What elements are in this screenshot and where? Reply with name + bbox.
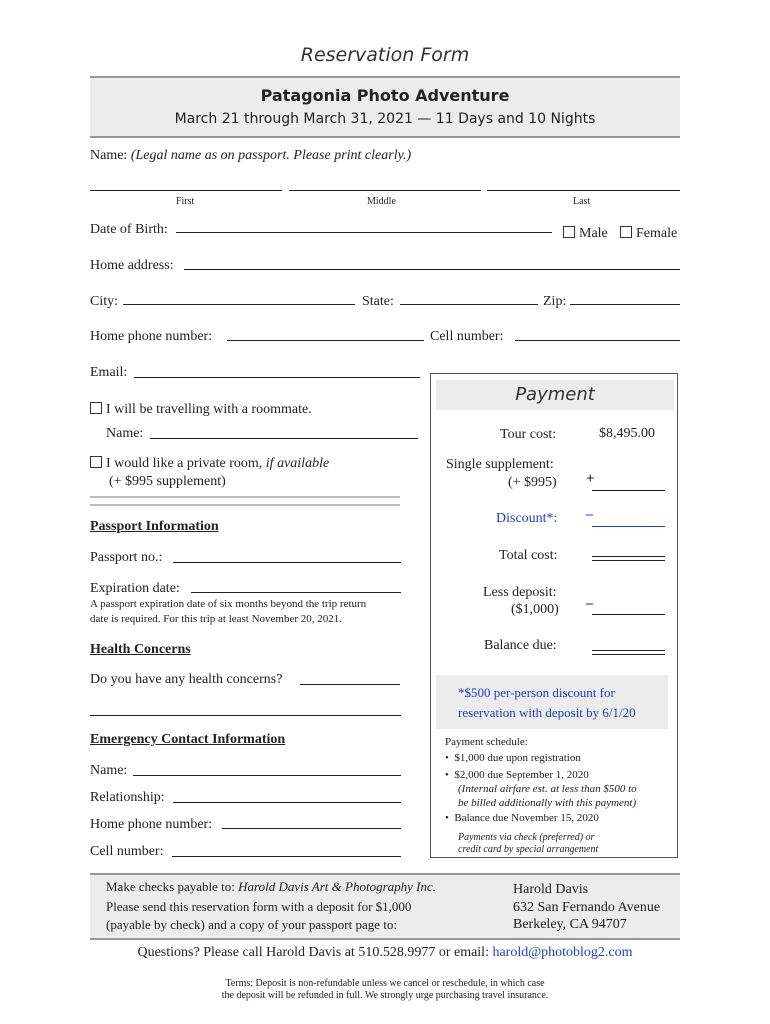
roommate-checkbox[interactable]: [90, 402, 102, 414]
balance-due-field[interactable]: [592, 650, 665, 655]
single-supplement-field[interactable]: [592, 490, 665, 491]
emergency-home-phone-label: Home phone number:: [90, 817, 213, 832]
mail-address-street: 632 San Fernando Avenue: [513, 900, 661, 915]
discount-note-band: [436, 675, 668, 729]
last-caption: Last: [573, 196, 591, 207]
name-label-row: [90, 148, 411, 164]
discount-note-1: *$500 per-person discount for: [458, 685, 615, 700]
tour-cost-value: $8,495.00: [599, 426, 655, 441]
passport-no-label: Passport no.:: [90, 550, 163, 565]
cell-field[interactable]: [515, 340, 680, 341]
female-option[interactable]: [620, 226, 677, 242]
passport-note-1: A passport expiration date of six months beyond the trip return: [90, 598, 367, 610]
expiration-field[interactable]: [191, 592, 401, 593]
name-hint: (Legal name as on passport. Please print clearly.): [130, 148, 412, 163]
schedule-title: Payment schedule:: [445, 736, 528, 748]
payments-via-2: credit card by special arrangement: [458, 844, 599, 855]
health-answer-field[interactable]: [300, 684, 400, 685]
terms-line-2: the deposit will be refunded in full. We strongly urge purchasing travel insurance.: [221, 990, 549, 1001]
single-supplement-amount: (+ $995): [508, 475, 557, 490]
single-supplement-label: Single supplement:: [446, 457, 554, 472]
emergency-cell-label: Cell number:: [90, 844, 164, 859]
zip-label: Zip:: [543, 294, 567, 309]
last-name-field[interactable]: [487, 190, 680, 191]
dob-field[interactable]: [176, 232, 552, 233]
private-room-supplement: (+ $995 supplement): [109, 474, 226, 489]
send-line-1: Please send this reservation form with a deposit for $1,000: [106, 899, 412, 914]
checks-payable: [106, 879, 436, 895]
schedule-item-2: • $2,000 due September 1, 2020: [445, 769, 589, 781]
section-divider: [90, 496, 400, 498]
private-room-availability: if available: [265, 456, 330, 471]
schedule-item-2-text: $2,000 due September 1, 2020: [454, 769, 589, 781]
payment-title: Payment: [515, 384, 595, 405]
emergency-home-phone-field[interactable]: [222, 828, 401, 829]
male-label: Male: [579, 226, 608, 241]
tour-cost-label: Tour cost:: [500, 427, 557, 442]
male-checkbox[interactable]: [563, 226, 575, 238]
email-label: Email:: [90, 365, 128, 380]
home-phone-field[interactable]: [227, 340, 424, 341]
terms-line-1: Terms: Deposit is non-refundable unless we cancel or reschedule, in which case: [225, 978, 545, 989]
zip-field[interactable]: [570, 304, 680, 305]
plus-sign: +: [586, 471, 595, 487]
email-field[interactable]: [134, 377, 420, 378]
schedule-note-1: (Internal airfare est. at less than $500 to: [458, 783, 637, 795]
expiration-label: Expiration date:: [90, 581, 180, 596]
cell-label: Cell number:: [430, 329, 504, 344]
private-room-label: I would like a private room,: [106, 456, 266, 471]
passport-note-2: date is required. For this trip at least November 20, 2021.: [90, 613, 343, 625]
send-line-2: (payable by check) and a copy of your passport page to:: [106, 917, 397, 932]
discount-field[interactable]: [592, 526, 665, 527]
discount-label: Discount*:: [496, 511, 558, 526]
private-room-option[interactable]: [90, 456, 329, 472]
home-address-label: Home address:: [90, 258, 174, 273]
emergency-cell-field[interactable]: [172, 856, 401, 857]
deposit-label: Less deposit:: [483, 585, 557, 600]
discount-note-2: reservation with deposit by 6/1/20: [458, 705, 636, 720]
header-band: [90, 76, 680, 138]
home-address-field[interactable]: [184, 269, 680, 270]
trip-dates: March 21 through March 31, 2021 — 11 Days and 10 Nights: [174, 111, 596, 127]
schedule-item-1-text: $1,000 due upon registration: [454, 752, 581, 764]
form-title: Reservation Form: [300, 44, 470, 66]
first-name-field[interactable]: [90, 190, 282, 191]
home-phone-label: Home phone number:: [90, 329, 213, 344]
dob-label: Date of Birth:: [90, 222, 168, 237]
schedule-item-1: • $1,000 due upon registration: [445, 752, 581, 764]
first-caption: First: [176, 196, 195, 207]
roommate-option[interactable]: [90, 402, 312, 418]
name-label: Name:: [90, 148, 128, 163]
state-field[interactable]: [400, 304, 538, 305]
state-label: State:: [362, 294, 394, 309]
city-field[interactable]: [123, 304, 355, 305]
trip-name: Patagonia Photo Adventure: [260, 86, 510, 105]
health-heading: Health Concerns: [90, 642, 191, 657]
female-label: Female: [636, 226, 678, 241]
balance-due-label: Balance due:: [484, 638, 557, 653]
emergency-heading: Emergency Contact Information: [90, 732, 286, 747]
middle-name-field[interactable]: [289, 190, 481, 191]
roommate-name-label: Name:: [106, 426, 144, 441]
questions-text: Questions? Please call Harold Davis at 510.528.9977 or email:: [137, 945, 493, 960]
middle-caption: Middle: [367, 196, 396, 207]
city-label: City:: [90, 294, 119, 309]
mail-address-city: Berkeley, CA 94707: [513, 917, 627, 932]
roommate-name-field[interactable]: [150, 438, 418, 439]
schedule-item-3-text: Balance due November 15, 2020: [454, 812, 599, 824]
male-option[interactable]: [563, 226, 608, 242]
mail-address-name: Harold Davis: [513, 882, 589, 897]
total-cost-label: Total cost:: [499, 548, 558, 563]
payments-via-1: Payments via check (preferred) or: [458, 832, 595, 843]
payment-title-band: [436, 380, 674, 410]
checks-payee: Harold Davis Art & Photography Inc.: [238, 879, 437, 894]
health-answer-field-2[interactable]: [90, 715, 401, 716]
relationship-label: Relationship:: [90, 790, 165, 805]
emergency-name-field[interactable]: [133, 775, 401, 776]
relationship-field[interactable]: [173, 802, 401, 803]
passport-no-field[interactable]: [173, 562, 401, 563]
emergency-name-label: Name:: [90, 763, 128, 778]
contact-email-link[interactable]: harold@photoblog2.com: [492, 945, 633, 960]
deposit-amount: ($1,000): [511, 602, 559, 617]
private-room-checkbox[interactable]: [90, 456, 102, 468]
total-cost-field[interactable]: [592, 556, 665, 561]
roommate-label: I will be travelling with a roommate.: [106, 402, 312, 417]
passport-heading: Passport Information: [90, 519, 219, 534]
deposit-field[interactable]: [592, 614, 665, 615]
health-question: Do you have any health concerns?: [90, 672, 283, 687]
section-divider: [90, 504, 400, 506]
female-checkbox[interactable]: [620, 226, 632, 238]
checks-payable-label: Make checks payable to:: [106, 879, 239, 894]
questions-line: [0, 945, 770, 961]
schedule-item-3: • Balance due November 15, 2020: [445, 812, 599, 824]
schedule-note-2: be billed additionally with this payment): [458, 797, 637, 809]
minus-sign-deposit: –: [586, 596, 593, 611]
minus-sign-discount: –: [586, 507, 593, 522]
